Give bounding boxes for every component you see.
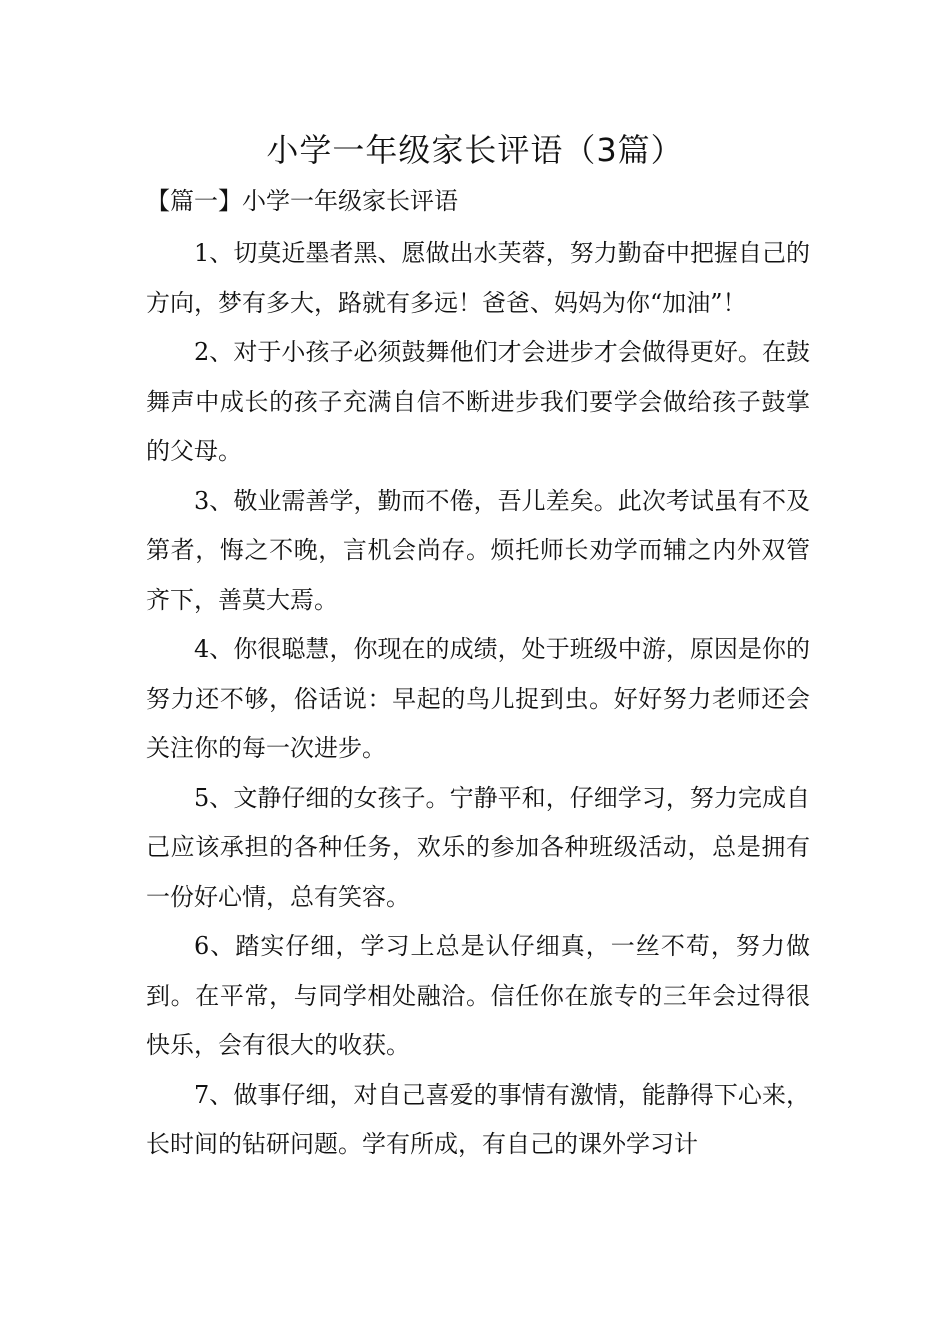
document-title: 小学一年级家长评语（3篇） [266,131,684,169]
paragraph-1: 1、切莫近墨者黑、愿做出水芙蓉，努力勤奋中把握自己的方向，梦有多大，路就有多远！爸爸、妈妈为你“加油”！ [146,239,810,317]
paragraph-6: 6、踏实仔细，学习上总是认仔细真，一丝不苟，努力做到。在平常，与同学相处融洽。信任你在旅专的三年会过得很快乐，会有很大的收获。 [146,932,810,1059]
document-body [146,229,810,1170]
paragraph-2: 2、对于小孩子必须鼓舞他们才会进步才会做得更好。在鼓舞声中成长的孩子充满自信不断进步我们要学会做给孩子鼓掌的父母。 [146,338,810,465]
section-heading: 【篇一】小学一年级家长评语 [146,187,458,215]
paragraph-7: 7、做事仔细，对自己喜爱的事情有激情，能静得下心来，长时间的钻研问题。学有所成，有自己的课外学习计 [146,1080,810,1158]
paragraph-3: 3、敬业需善学，勤而不倦，吾儿差矣。此次考试虽有不及第者，悔之不晚，言机会尚存。烦托师长劝学而辅之内外双管齐下，善莫大焉。 [146,486,810,614]
paragraph-5: 5、文静仔细的女孩子。宁静平和，仔细学习，努力完成自己应该承担的各种任务，欢乐的参加各种班级活动，总是拥有一份好心情，总有笑容。 [146,783,810,911]
paragraph-4: 4、你很聪慧，你现在的成绩，处于班级中游，原因是你的努力还不够，俗话说：早起的鸟儿捉到虫。好好努力老师还会关注你的每一次进步。 [146,635,810,762]
